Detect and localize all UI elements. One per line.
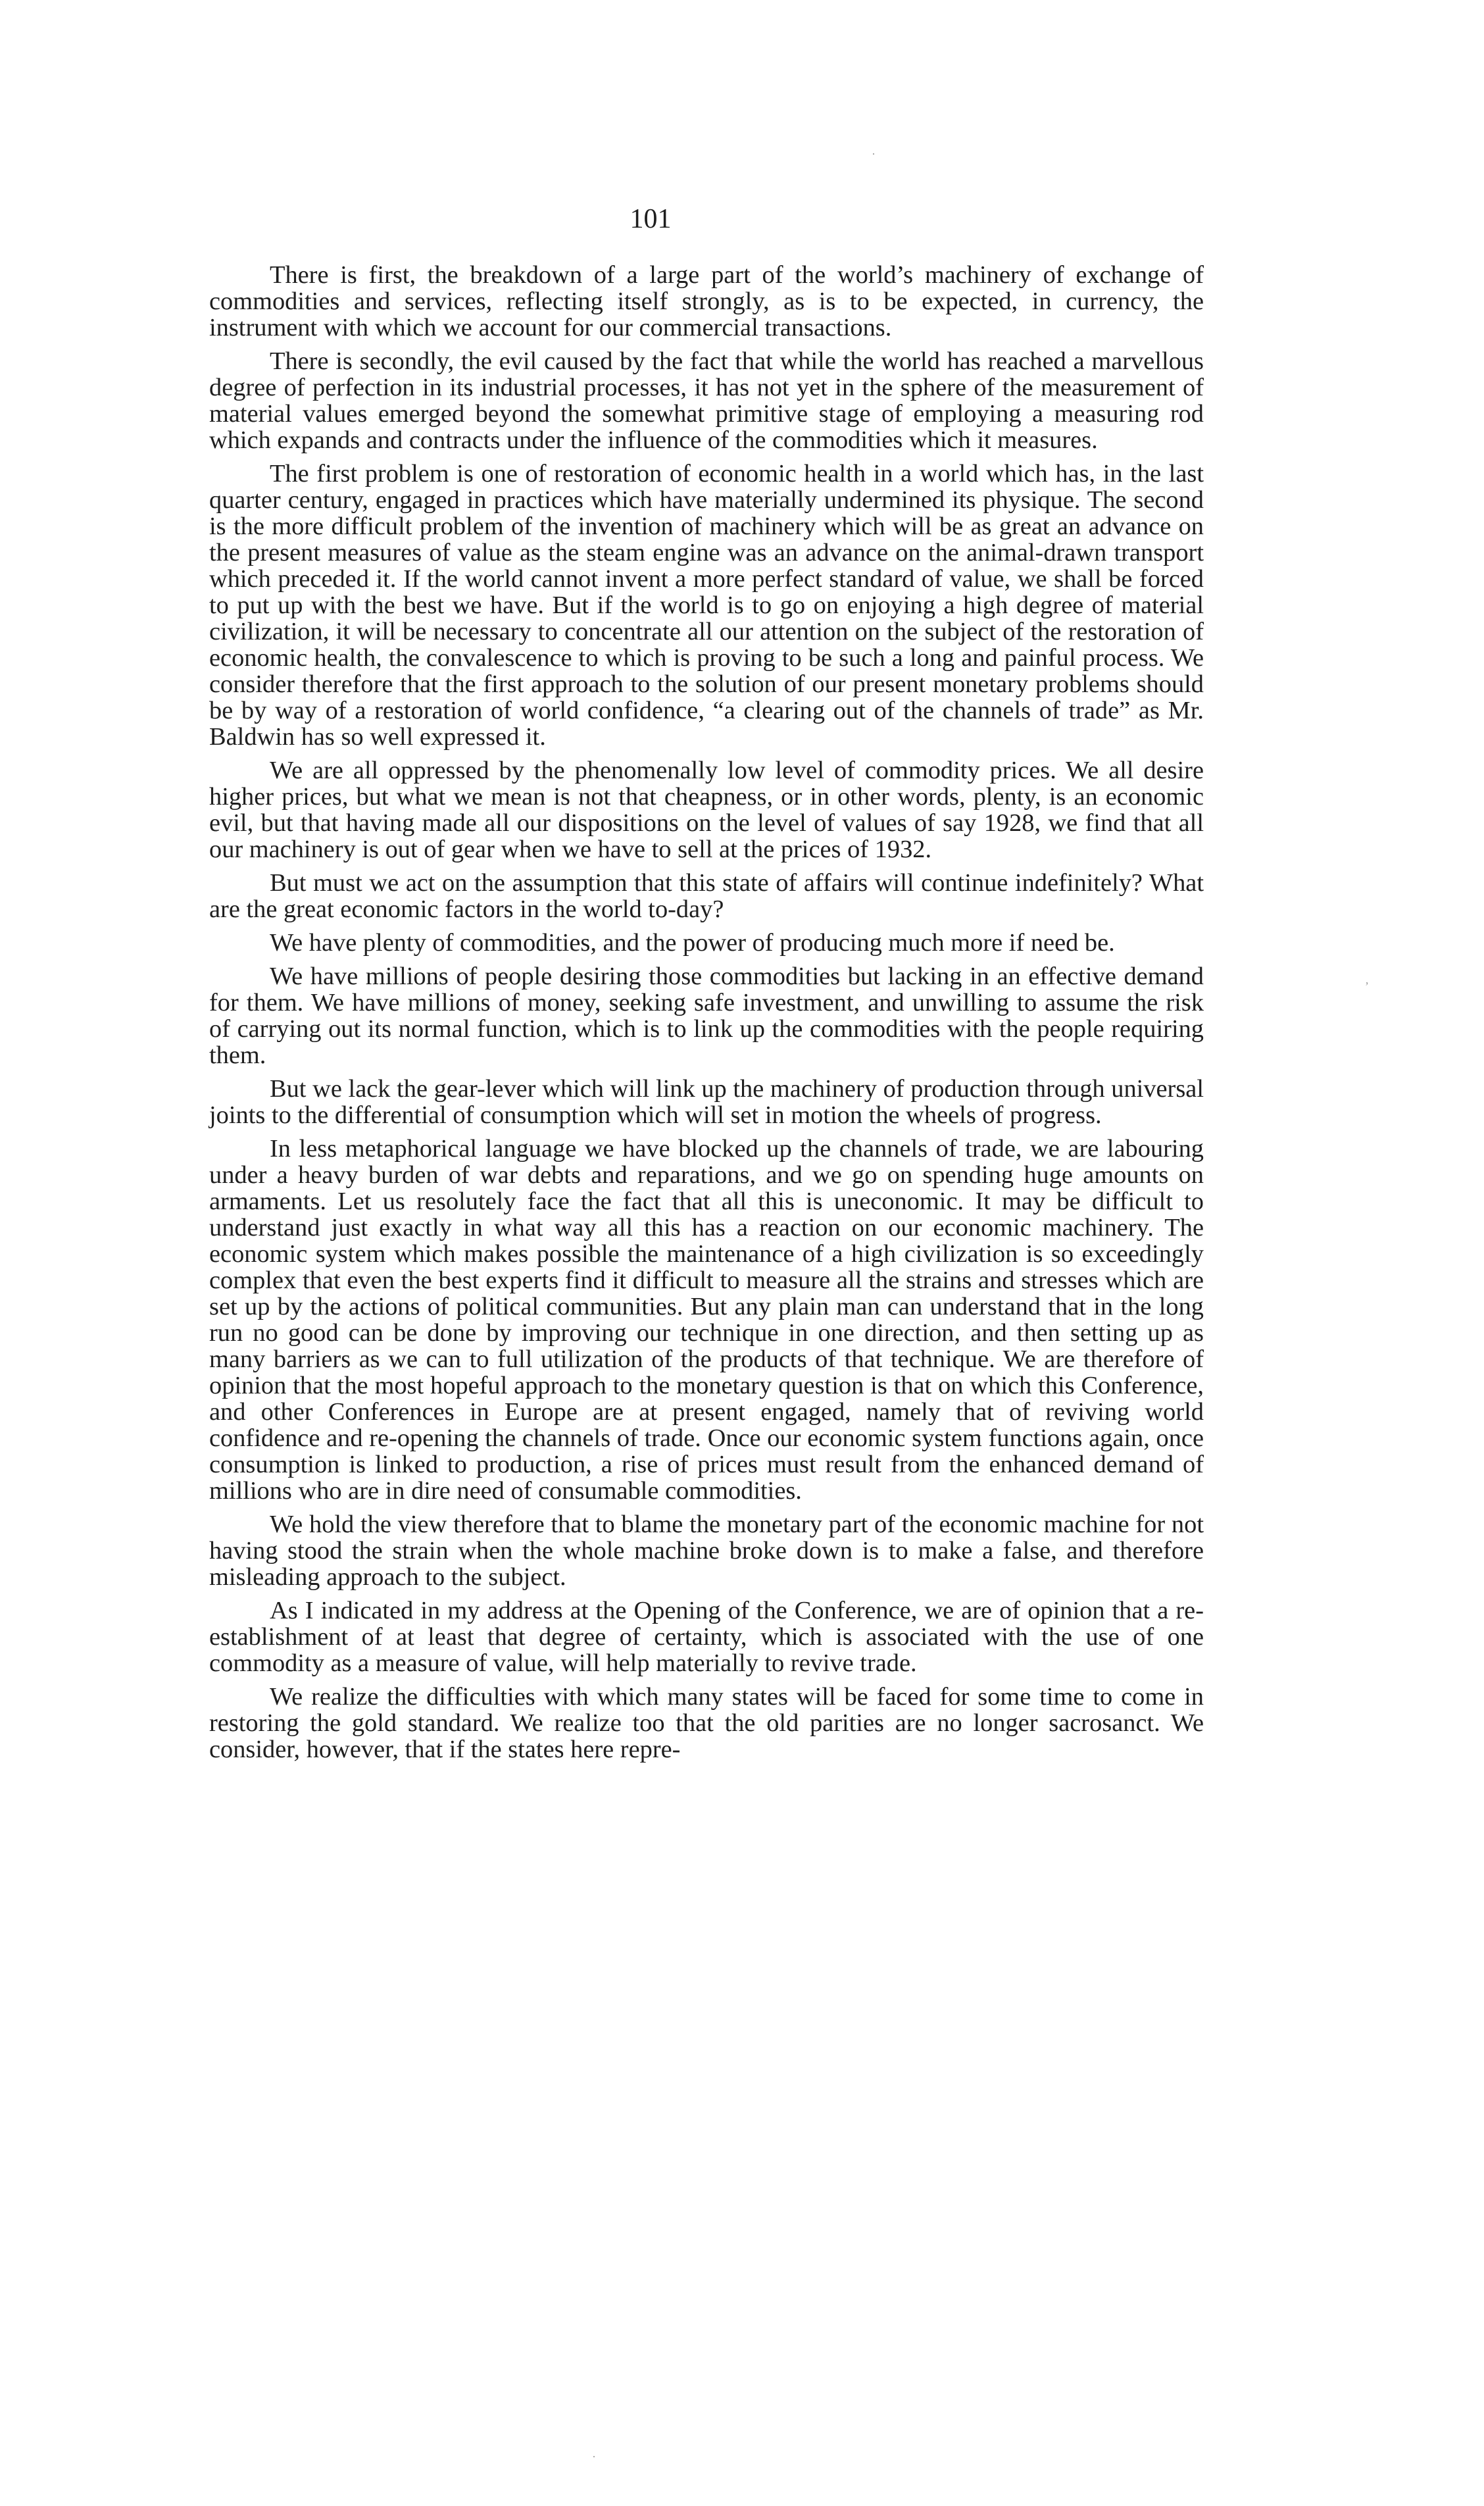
body-text bbox=[209, 262, 1204, 1770]
paragraph: We are all oppressed by the phenomenally low level of commodity prices. We all desire higher prices, but what we mean is not that cheapness, or in other words, plenty, is an economic evil, but that having made all our dispositions on the level of values of say 1928, we find that all our machinery is out of gear when we have to sell at the prices of 1932. bbox=[209, 757, 1204, 863]
paragraph: There is first, the breakdown of a large part of the world’s machinery of exchange of commodities and services, reflecting itself strongly, as is to be expected, in currency, the instrument with which we account for our commercial transactions. bbox=[209, 261, 1204, 341]
paragraph: There is secondly, the evil caused by the fact that while the world has reached a marvellous degree of perfection in its industrial processes, it has not yet in the sphere of the measurement of material values emerged beyond the somewhat primitive stage of employing a measuring rod which expands and contracts under the influence of the commodities which it measures. bbox=[209, 347, 1204, 454]
paragraph: We have millions of people desiring those commodities but lacking in an effective demand for them. We have millions of money, seeking safe investment, and unwilling to assume the risk of carrying out its normal function, which is to link up the commodities with the people requiring them. bbox=[209, 963, 1204, 1069]
page-number: 101 bbox=[630, 204, 672, 234]
scan-speck: · bbox=[872, 147, 876, 161]
paragraph: We realize the difficulties with which many states will be faced for some time to come in restoring the gold standard. We realize too that the old parities are no longer sacrosanct. We consider, however, that if the states here repre- bbox=[209, 1683, 1204, 1763]
paragraph: We have plenty of commodities, and the power of producing much more if need be. bbox=[270, 929, 1115, 957]
scan-speck: ʼ bbox=[1365, 980, 1369, 993]
paragraph: In less metaphorical language we have blocked up the channels of trade, we are labouring under a heavy burden of war debts and reparations, and we go on spending huge amounts on armaments. Let us resolutely face the fact that all this is uneconomic. It may be difficult to understand just exactly in what way all this has a reaction on our economic machinery. The economic system which makes possible the maintenance of a high civilization is so exceedingly complex that even the best experts find it difficult to measure all the strains and stresses which are set up by the actions of political communities. But any plain man can understand that in the long run no good can be done by improving our technique in one direction, and then setting up as many barriers as we can to full utilization of the products of that technique. We are therefore of opinion that the most hopeful approach to the monetary question is that on which this Conference, and other Conferences in Europe are at present engaged, namely that of reviving world confidence and re-opening the channels of trade. Once our economic system functions again, once consumption is linked to production, a rise of prices must result from the enhanced demand of millions who are in dire need of consumable commodities. bbox=[209, 1135, 1204, 1505]
paragraph: The first problem is one of restoration of economic health in a world which has, in the last quarter century, engaged in practices which have materially undermined its physique. The second is the more difficult problem of the invention of machinery which will be as great an advance on the present measures of value as the steam engine was an advance on the animal-drawn transport which preceded it. If the world cannot invent a more perfect standard of value, we shall be forced to put up with the best we have. But if the world is to go on enjoying a high degree of material civilization, it will be necessary to concentrate all our attention on the subject of the restoration of economic health, the convalescence to which is proving to be such a long and painful process. We consider therefore that the first approach to the solution of our present monetary problems should be by way of a restoration of world confidence, “a clearing out of the channels of trade” as Mr. Baldwin has so well expressed it. bbox=[209, 460, 1204, 751]
paragraph: We hold the view therefore that to blame the monetary part of the economic machine for not having stood the strain when the whole machine broke down is to make a false, and therefore misleading approach to the subject. bbox=[209, 1511, 1204, 1591]
paragraph: But must we act on the assumption that this state of affairs will continue indefinitely? What are the great economic factors in the world to-day? bbox=[209, 869, 1204, 923]
paragraph: But we lack the gear-lever which will link up the machinery of production through universal joints to the differential of consumption which will set in motion the wheels of progress. bbox=[209, 1075, 1204, 1129]
paragraph: As I indicated in my address at the Opening of the Conference, we are of opinion that a re-establishment of at least that degree of certainty, which is associated with the use of one commodity as a measure of value, will help materially to revive trade. bbox=[209, 1597, 1204, 1677]
scan-speck: · bbox=[592, 2450, 596, 2463]
